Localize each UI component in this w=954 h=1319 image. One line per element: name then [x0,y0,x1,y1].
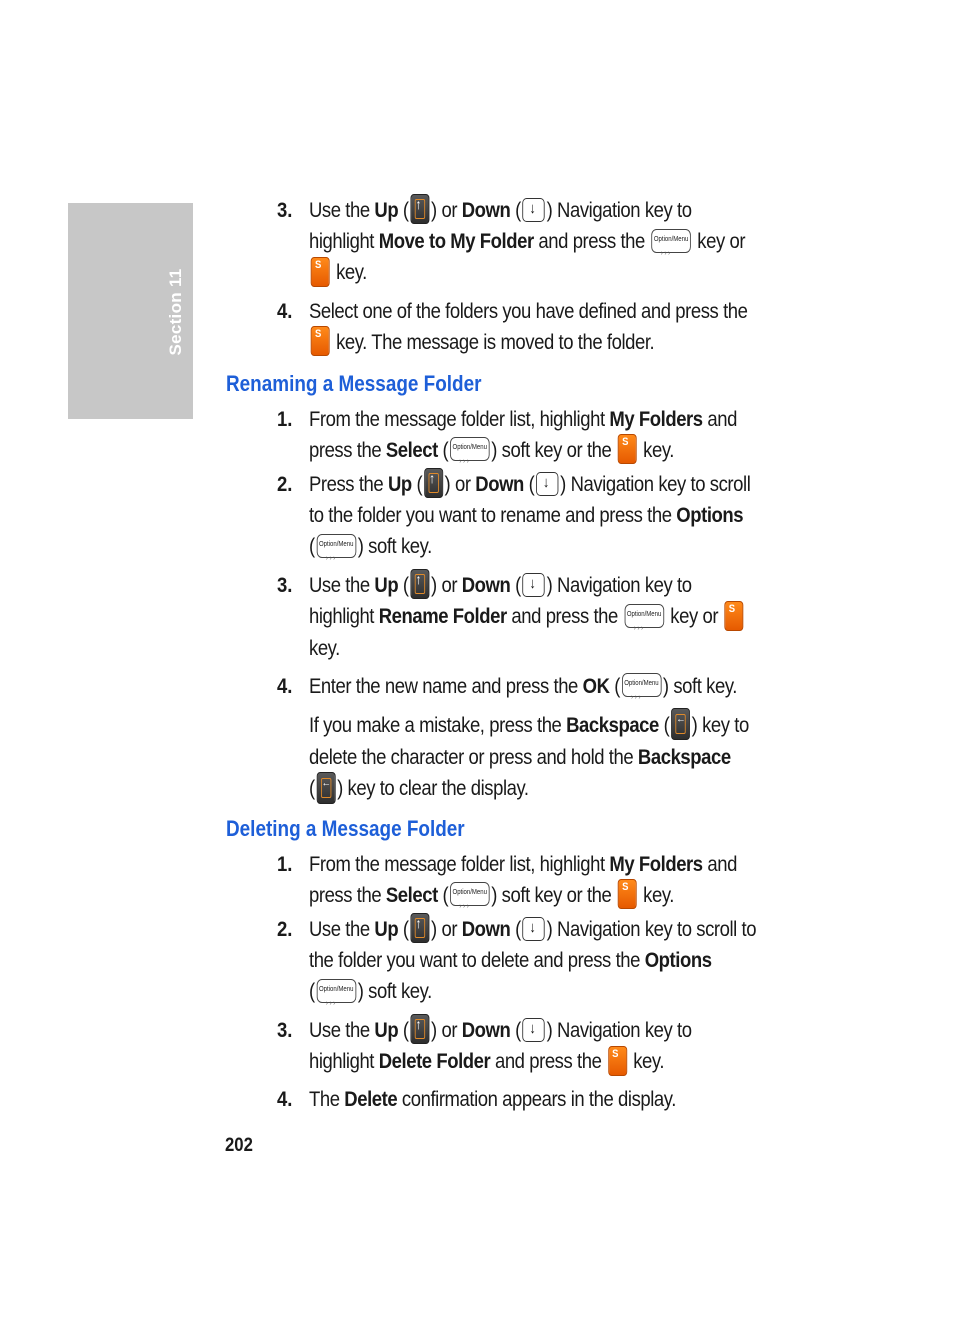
navigation-down-key-icon [523,917,545,941]
section-label: Section 11 [166,268,185,356]
navigation-down-key-icon [536,472,558,496]
step-delete-3: Use the Up (↑ ) or Down (↓ ) Navigation key to highlight Delete Folder and press the S key. [309,1015,799,1078]
step-number: 4. [277,674,293,698]
step-number: 2. [277,472,293,496]
navigation-down-key-icon [523,573,545,597]
step-move-3: Use the Up (↑ ) or Down (↓ ) Navigation key to highlight Move to My Folder and press the Option/Menu › › › key or S key. [309,195,799,289]
section-heading-renaming: Renaming a Message Folder [226,371,482,396]
step-delete-2: Use the Up (↑ ) or Down (↓ ) Navigation key to scroll to the folder you want to delete and press the Options ( Option/Menu › › › ) soft key. [309,914,799,1007]
step-number: 1. [277,407,293,431]
navigation-down-key-icon [523,198,545,222]
option-menu-soft-key-icon: Option/Menu › › › [450,437,490,461]
option-menu-soft-key-icon: Option/Menu › › › [624,604,664,628]
step-rename-2: Press the Up (↑ ) or Down (↓ ) Navigation key to scroll to the folder you want to rename and press the Options ( Option/Menu › › › ) soft key. [309,469,799,562]
backspace-key-icon [671,708,690,740]
step-number: 3. [277,198,293,222]
step-number: 3. [277,573,293,597]
option-menu-soft-key-icon: Option/Menu › › › [316,534,356,558]
navigation-up-key-icon [410,1014,429,1044]
option-menu-soft-key-icon: Option/Menu › › › [450,882,490,906]
backspace-key-icon [316,772,335,804]
navigation-down-key-icon [523,1018,545,1042]
s-key-icon: S [618,879,637,909]
s-key-icon: S [618,434,637,464]
s-key-icon: S [311,257,330,287]
s-key-icon: S [725,601,744,631]
step-number: 4. [277,299,293,323]
s-key-icon: S [311,326,330,356]
step-rename-4: Enter the new name and press the OK ( Option/Menu › › › ) soft key. [309,671,799,702]
step-rename-1: From the message folder list, highlight My Folders and press the Select ( Option/Menu › › › ) soft key or the S key. [309,404,799,466]
option-menu-soft-key-icon: Option/Menu › › › [622,673,662,697]
step-number: 1. [277,852,293,876]
step-number: 4. [277,1087,293,1111]
step-rename-3: Use the Up (↑ ) or Down (↓ ) Navigation key to highlight Rename Folder and press the Option/Menu › › › key or S key. [309,570,799,664]
navigation-up-key-icon [424,468,443,498]
step-delete-1: From the message folder list, highlight My Folders and press the Select ( Option/Menu › › › ) soft key or the S key. [309,849,799,911]
backspace-note: If you make a mistake, press the Backspace (← ) key to delete the character or press and hold the Backspace (← ) key to clear the display. [309,710,799,806]
option-menu-soft-key-icon: Option/Menu › › › [316,979,356,1003]
section-heading-deleting: Deleting a Message Folder [226,816,465,841]
page-number: 202 [225,1135,253,1156]
step-move-4: Select one of the folders you have defined and press the S key. The message is moved to the folder. [309,296,799,358]
navigation-up-key-icon [410,913,429,943]
navigation-up-key-icon [410,194,429,224]
s-key-icon: S [608,1046,627,1076]
navigation-up-key-icon [410,569,429,599]
step-number: 2. [277,917,293,941]
step-delete-4: The Delete confirmation appears in the display. [309,1087,676,1111]
step-number: 3. [277,1018,293,1042]
option-menu-soft-key-icon: Option/Menu › › › [651,229,691,253]
